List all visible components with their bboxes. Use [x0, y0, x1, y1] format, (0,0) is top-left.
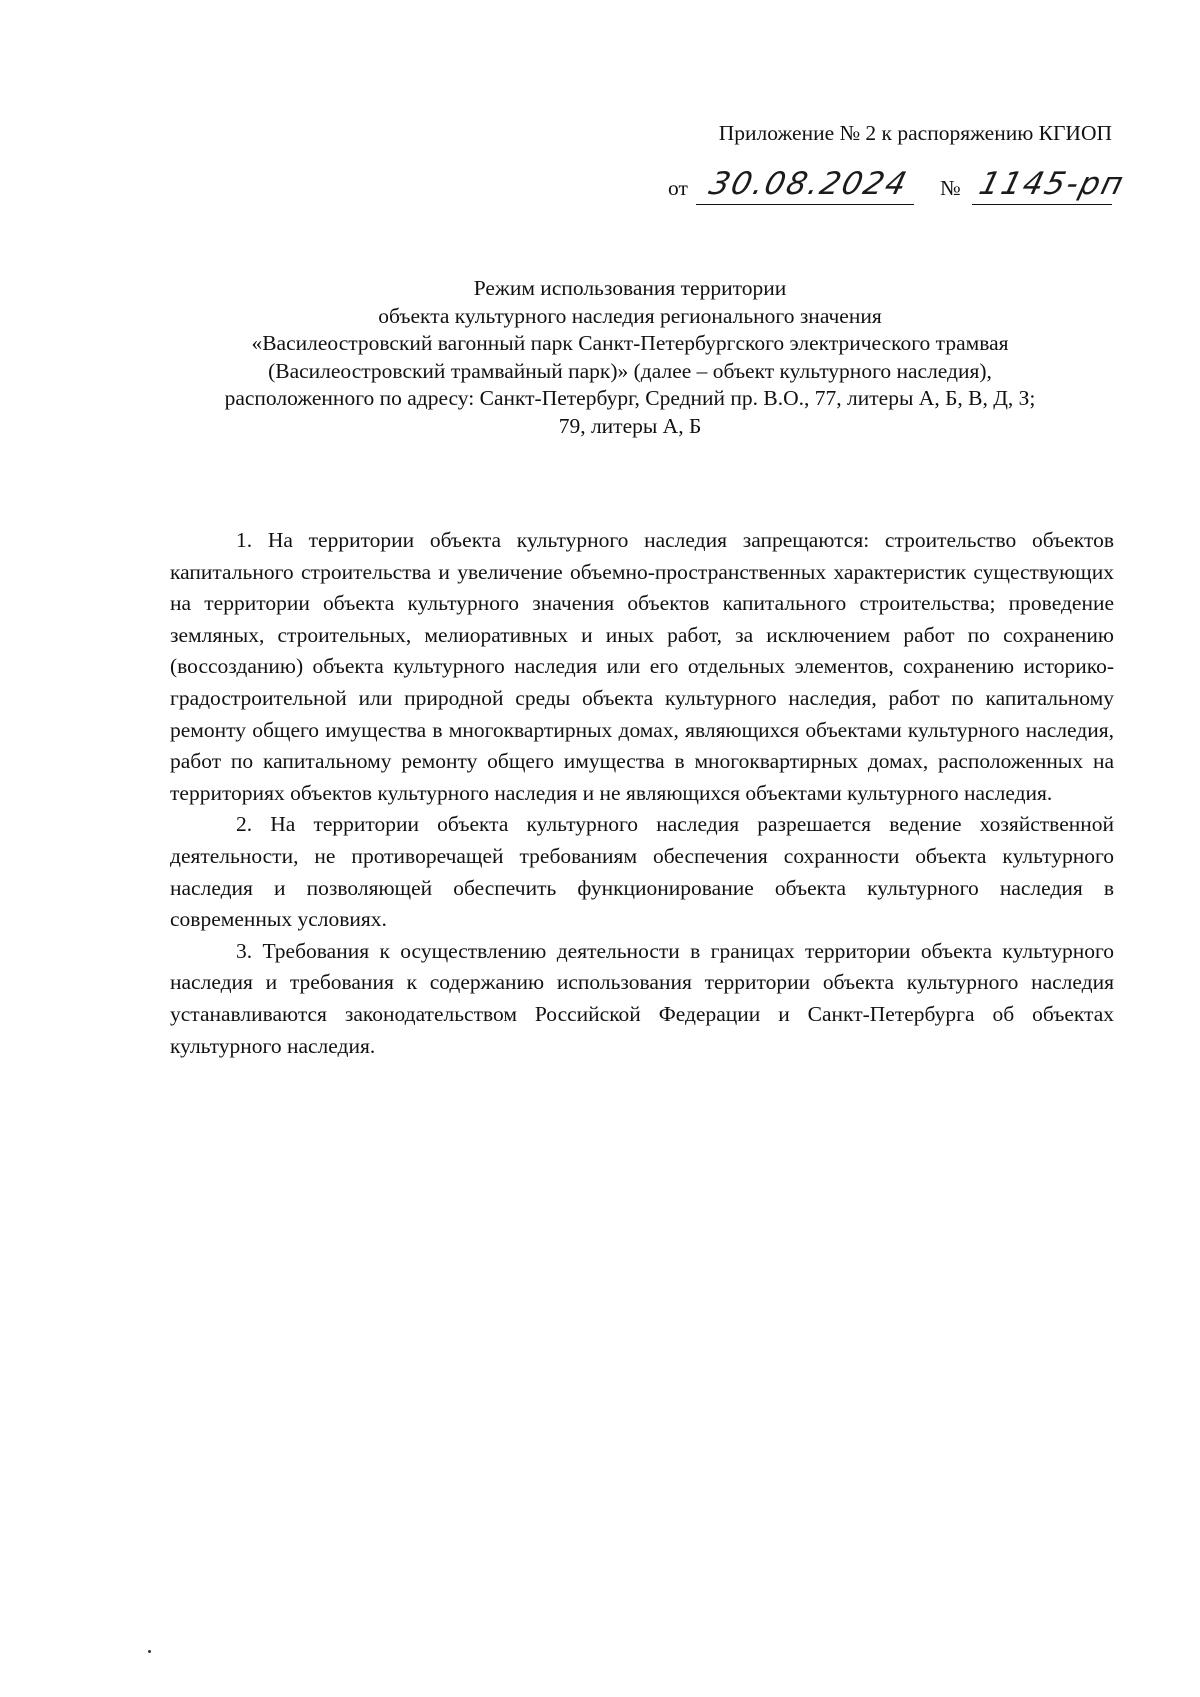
document-title: [150, 275, 1110, 440]
handwritten-date: 30.08.2024: [705, 166, 912, 202]
from-label: от: [668, 176, 688, 200]
paragraph-1: 1. На территории объекта культурного наследия запрещаются: строительство объектов капитального строительства и увеличение объемно-пространственных характеристик существующих на территории объекта культурного значения объектов капитального строительства; проведение земляных, строительных, мелиоративных и иных работ, за исключением работ по сохранению (воссозданию) объекта культурного наследия или его отдельных элементов, сохранению историко-градостроительной или природной среды объекта культурного наследия, работ по капитальному ремонту общего имущества в многоквартирных домах, являющихся объектами культурного наследия, работ по капитальному ремонту общего имущества в многоквартирных домах, расположенных на территориях объектов культурного наследия и не являющихся объектами культурного наследия.: [170, 528, 1114, 805]
order-date-field: [696, 166, 914, 205]
order-reference-line: [668, 166, 1129, 210]
appendix-header: Приложение № 2 к распоряжению КГИОП: [718, 121, 1112, 145]
paragraph-2: 2. На территории объекта культурного наследия разрешается ведение хозяйственной деятельности, не противоречащей требованиям обеспечения сохранности объекта культурного наследия и позволяющей обеспечить функционирование объекта культурного наследия в современных условиях.: [170, 812, 1114, 932]
title-line: «Василеостровский вагонный парк Санкт-Петербургского электрического трамвая: [251, 331, 1009, 355]
title-line: 79, литеры А, Б: [558, 413, 702, 438]
document-body: [170, 525, 1114, 1062]
handwritten-order-number: 1145-рп: [975, 166, 1129, 202]
title-line: расположенного по адресу: Санкт-Петербург, Средний пр. В.О., 77, литеры А, Б, В, Д, З;: [224, 386, 1036, 410]
scan-speck: [148, 1650, 151, 1653]
number-label: №: [940, 176, 961, 200]
order-number-field: [972, 166, 1129, 205]
title-line: объекта культурного наследия регионального значения: [378, 303, 882, 328]
title-line: (Василеостровский трамвайный парк)» (далее – объект культурного наследия),: [268, 358, 992, 383]
paragraph-3: 3. Требования к осуществлению деятельности в границах территории объекта культурного наследия и требования к содержанию использования территории объекта культурного наследия устанавливаются законодательством Российской Федерации и Санкт-Петербурга об объектах культурного наследия.: [170, 938, 1114, 1058]
title-line: Режим использования территории: [473, 276, 787, 300]
